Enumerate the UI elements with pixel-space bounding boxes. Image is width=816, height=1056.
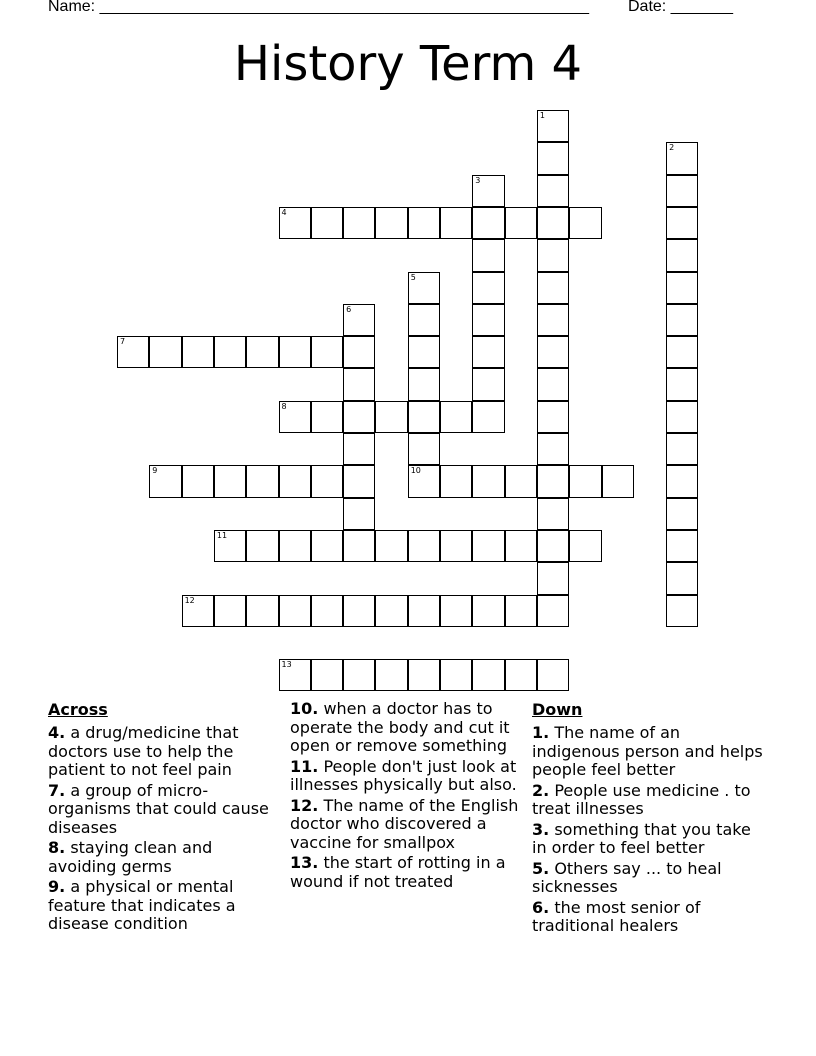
crossword-cell[interactable] bbox=[408, 659, 440, 691]
crossword-cell[interactable] bbox=[440, 207, 472, 239]
across-clues-col1 bbox=[48, 700, 284, 936]
crossword-cell[interactable] bbox=[472, 595, 504, 627]
crossword-cell[interactable] bbox=[246, 465, 278, 497]
crossword-cell[interactable] bbox=[537, 433, 569, 465]
crossword-cell[interactable] bbox=[279, 401, 311, 433]
crossword-cell[interactable] bbox=[472, 336, 504, 368]
crossword-cell[interactable] bbox=[311, 659, 343, 691]
crossword-cell[interactable] bbox=[472, 272, 504, 304]
clue-across-11: 11. People don't just look at illnesses physically but also. bbox=[290, 756, 517, 794]
crossword-cell[interactable] bbox=[149, 465, 181, 497]
clue-number: 5 bbox=[410, 272, 416, 282]
crossword-cell[interactable] bbox=[472, 401, 504, 433]
clue-across-8: 8. staying clean and avoiding germs bbox=[48, 838, 213, 876]
crossword-cell[interactable] bbox=[505, 530, 537, 562]
crossword-cell[interactable] bbox=[505, 207, 537, 239]
crossword-cell[interactable] bbox=[246, 336, 278, 368]
crossword-cell[interactable] bbox=[343, 465, 375, 497]
crossword-cell[interactable] bbox=[343, 401, 375, 433]
crossword-cell[interactable] bbox=[311, 465, 343, 497]
page-title: History Term 4 bbox=[233, 36, 583, 92]
clue-number: 8 bbox=[281, 401, 287, 411]
crossword-cell[interactable] bbox=[537, 368, 569, 400]
clue-across-13: 13. the start of rotting in a wound if not treated bbox=[290, 853, 506, 891]
crossword-cell[interactable] bbox=[246, 595, 278, 627]
crossword-cell[interactable] bbox=[343, 498, 375, 530]
crossword-cell[interactable] bbox=[440, 595, 472, 627]
crossword-cell[interactable] bbox=[279, 530, 311, 562]
clue-number: 13 bbox=[281, 660, 292, 670]
crossword-cell[interactable] bbox=[311, 530, 343, 562]
clue-down-5: 5. Others say ... to heal sicknesses bbox=[532, 858, 722, 896]
crossword-cell[interactable] bbox=[472, 239, 504, 271]
crossword-cell[interactable] bbox=[602, 465, 634, 497]
crossword-cell[interactable] bbox=[537, 175, 569, 207]
across-heading: Across bbox=[48, 700, 108, 719]
crossword-cell[interactable] bbox=[569, 465, 601, 497]
crossword-cell[interactable] bbox=[279, 595, 311, 627]
clue-across-7: 7. a group of micro-organisms that could cause diseases bbox=[48, 780, 269, 837]
clue-number: 1 bbox=[539, 111, 545, 120]
crossword-cell[interactable] bbox=[537, 659, 569, 691]
crossword-cell[interactable] bbox=[440, 530, 472, 562]
crossword-cell[interactable] bbox=[182, 595, 214, 627]
crossword-cell[interactable] bbox=[472, 175, 504, 207]
crossword-cell[interactable] bbox=[408, 207, 440, 239]
crossword-cell[interactable] bbox=[279, 465, 311, 497]
clue-number: 10 bbox=[410, 466, 421, 476]
crossword-cell[interactable] bbox=[408, 304, 440, 336]
crossword-cell[interactable] bbox=[666, 175, 698, 207]
crossword-cell[interactable] bbox=[311, 401, 343, 433]
crossword-cell[interactable] bbox=[666, 498, 698, 530]
crossword-cell[interactable] bbox=[279, 207, 311, 239]
crossword-cell[interactable] bbox=[214, 595, 246, 627]
crossword-cell[interactable] bbox=[343, 304, 375, 336]
crossword-cell[interactable] bbox=[246, 530, 278, 562]
crossword-cell[interactable] bbox=[408, 530, 440, 562]
crossword-cell[interactable] bbox=[440, 659, 472, 691]
crossword-cell[interactable] bbox=[537, 530, 569, 562]
crossword-cell[interactable] bbox=[666, 595, 698, 627]
crossword-cell[interactable] bbox=[343, 336, 375, 368]
crossword-cell[interactable] bbox=[569, 207, 601, 239]
crossword-cell[interactable] bbox=[537, 465, 569, 497]
crossword-cell[interactable] bbox=[279, 659, 311, 691]
crossword-cell[interactable] bbox=[666, 433, 698, 465]
crossword-cell[interactable] bbox=[472, 304, 504, 336]
clue-across-12: 12. The name of the English doctor who discovered a vaccine for smallpox bbox=[290, 795, 519, 852]
crossword-cell[interactable] bbox=[537, 401, 569, 433]
crossword-cell[interactable] bbox=[311, 336, 343, 368]
clue-number: 2 bbox=[669, 143, 675, 153]
crossword-cell[interactable] bbox=[505, 659, 537, 691]
crossword-cell[interactable] bbox=[408, 595, 440, 627]
crossword-cell[interactable] bbox=[214, 530, 246, 562]
crossword-cell[interactable] bbox=[505, 595, 537, 627]
clue-number: 11 bbox=[216, 530, 228, 540]
crossword-cell[interactable] bbox=[408, 336, 440, 368]
clue-down-1: 1. The name of an indigenous person and helps people feel better bbox=[532, 723, 763, 779]
crossword-cell[interactable] bbox=[537, 142, 569, 174]
crossword-cell[interactable] bbox=[343, 659, 375, 691]
crossword-cell[interactable] bbox=[569, 530, 601, 562]
crossword-cell[interactable] bbox=[472, 465, 504, 497]
clue-number: 6 bbox=[346, 304, 352, 314]
crossword-cell[interactable] bbox=[311, 207, 343, 239]
crossword-cell[interactable] bbox=[214, 336, 246, 368]
crossword-cell[interactable] bbox=[537, 110, 569, 142]
crossword-cell[interactable] bbox=[343, 207, 375, 239]
name-field[interactable]: Name: _______________________________________________________ bbox=[48, 0, 589, 15]
crossword-cell[interactable] bbox=[666, 207, 698, 239]
crossword-cell[interactable] bbox=[666, 272, 698, 304]
crossword-cell[interactable] bbox=[408, 272, 440, 304]
crossword-cell[interactable] bbox=[666, 368, 698, 400]
crossword-cell[interactable] bbox=[375, 659, 407, 691]
crossword-cell[interactable] bbox=[666, 465, 698, 497]
crossword-cell[interactable] bbox=[343, 368, 375, 400]
crossword-cell[interactable] bbox=[666, 239, 698, 271]
crossword-cell[interactable] bbox=[472, 368, 504, 400]
crossword-cell[interactable] bbox=[408, 433, 440, 465]
crossword-cell[interactable] bbox=[472, 530, 504, 562]
date-field[interactable]: Date: _______ bbox=[628, 0, 733, 15]
crossword-cell[interactable] bbox=[537, 498, 569, 530]
crossword-cell[interactable] bbox=[537, 336, 569, 368]
crossword-cell[interactable] bbox=[666, 336, 698, 368]
crossword-cell[interactable] bbox=[537, 595, 569, 627]
clue-across-10: 10. when a doctor has to operate the body and cut it open or remove something bbox=[290, 699, 510, 755]
clue-down-2: 2. People use medicine . to treat illnesses bbox=[532, 780, 751, 818]
across-clues-col2 bbox=[290, 700, 526, 893]
crossword-cell[interactable] bbox=[408, 368, 440, 400]
crossword-cell[interactable] bbox=[343, 530, 375, 562]
crossword-cell[interactable] bbox=[408, 401, 440, 433]
crossword-cell[interactable] bbox=[537, 239, 569, 271]
crossword-cell[interactable] bbox=[408, 465, 440, 497]
clue-number: 7 bbox=[120, 337, 126, 347]
clue-across-4: 4. a drug/medicine that doctors use to help the patient to not feel pain bbox=[48, 723, 239, 779]
crossword-cell[interactable] bbox=[666, 401, 698, 433]
crossword-cell[interactable] bbox=[375, 595, 407, 627]
crossword-cell[interactable] bbox=[117, 336, 149, 368]
crossword-cell[interactable] bbox=[214, 465, 246, 497]
crossword-cell[interactable] bbox=[375, 207, 407, 239]
crossword-cell[interactable] bbox=[666, 142, 698, 174]
clue-down-6: 6. the most senior of traditional healers bbox=[532, 897, 701, 935]
clue-number: 9 bbox=[152, 466, 158, 476]
crossword-cell[interactable] bbox=[537, 207, 569, 239]
crossword-cell[interactable] bbox=[505, 465, 537, 497]
crossword-cell[interactable] bbox=[537, 562, 569, 594]
crossword-cell[interactable] bbox=[375, 401, 407, 433]
down-heading: Down bbox=[532, 700, 583, 719]
clue-down-3: 3. something that you take in order to feel better bbox=[532, 819, 751, 857]
crossword-cell[interactable] bbox=[537, 304, 569, 336]
crossword-cell[interactable] bbox=[343, 595, 375, 627]
crossword-cell[interactable] bbox=[149, 336, 181, 368]
crossword-cell[interactable] bbox=[182, 465, 214, 497]
crossword-cell[interactable] bbox=[182, 336, 214, 368]
crossword-cell[interactable] bbox=[375, 530, 407, 562]
crossword-cell[interactable] bbox=[472, 659, 504, 691]
clue-number: 4 bbox=[281, 207, 287, 217]
crossword-cell[interactable] bbox=[472, 207, 504, 239]
clue-number: 12 bbox=[184, 595, 195, 605]
crossword-cell[interactable] bbox=[666, 304, 698, 336]
crossword-cell[interactable] bbox=[279, 336, 311, 368]
crossword-cell[interactable] bbox=[537, 272, 569, 304]
clue-across-9: 9. a physical or mental feature that indicates a disease condition bbox=[48, 877, 236, 933]
crossword-cell[interactable] bbox=[666, 562, 698, 594]
crossword-cell[interactable] bbox=[311, 595, 343, 627]
down-clues bbox=[532, 700, 768, 938]
crossword-cell[interactable] bbox=[440, 401, 472, 433]
crossword-cell[interactable] bbox=[343, 433, 375, 465]
clue-number: 3 bbox=[475, 175, 481, 185]
crossword-cell[interactable] bbox=[666, 530, 698, 562]
crossword-cell[interactable] bbox=[440, 465, 472, 497]
